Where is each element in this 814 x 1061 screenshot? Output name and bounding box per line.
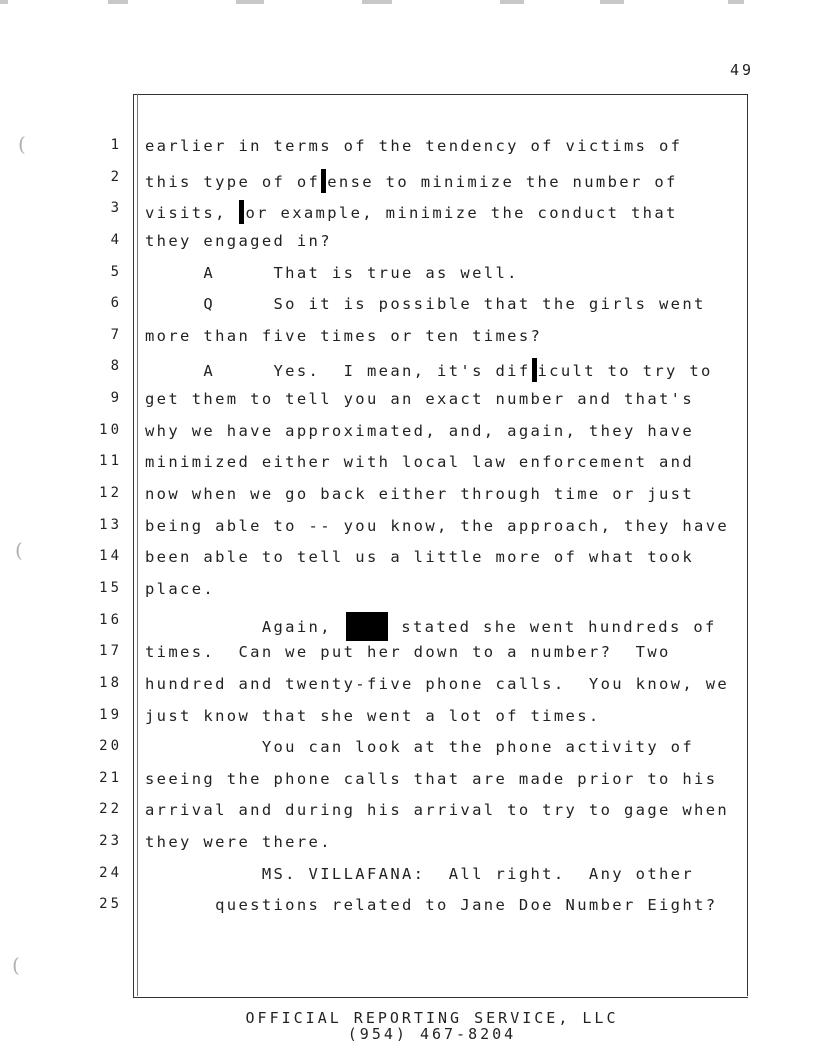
- line-number: 11: [99, 453, 122, 470]
- line-text: place.: [145, 579, 216, 598]
- line-number: 3: [110, 200, 122, 217]
- line-number: 5: [110, 263, 122, 280]
- transcript-line: [0, 638, 814, 670]
- transcript-line: [0, 322, 814, 354]
- transcript-lines: [0, 132, 814, 923]
- top-scan-marks: [0, 0, 814, 8]
- line-number: 18: [99, 674, 122, 691]
- line-text: they were there.: [145, 833, 332, 852]
- transcript-line: [0, 259, 814, 291]
- footer-company: OFFICIAL REPORTING SERVICE, LLC: [245, 1009, 619, 1027]
- line-text: been able to tell us a little more of what took: [145, 548, 695, 567]
- line-text: hundred and twenty-five phone calls. You know, we: [145, 674, 730, 693]
- line-number: 14: [99, 548, 122, 565]
- line-text: questions related to Jane Doe Number Eight?: [145, 896, 718, 915]
- line-text: being able to -- you know, the approach, they have: [145, 516, 730, 535]
- transcript-line: [0, 733, 814, 765]
- line-text: Q So it is possible that the girls went: [145, 295, 706, 314]
- line-text: now when we go back either through time or just: [145, 485, 695, 504]
- transcript-line: [0, 860, 814, 892]
- transcript-line: [0, 353, 814, 385]
- footer: [0, 1010, 814, 1042]
- binding-hole-mark: (: [12, 953, 20, 977]
- transcript-line: [0, 132, 814, 164]
- line-text-segment: A Yes. I mean, it's dif: [145, 362, 531, 381]
- line-text: You can look at the phone activity of: [145, 738, 695, 757]
- binding-hole-mark: (: [15, 538, 23, 562]
- transcript-line: [0, 607, 814, 639]
- line-text-segment: this type of of: [145, 172, 321, 191]
- line-number: 17: [99, 643, 122, 660]
- transcript-line: [0, 290, 814, 322]
- line-text: A That is true as well.: [145, 263, 519, 282]
- line-text: arrival and during his arrival to try to gage when: [145, 801, 730, 820]
- line-number: 9: [110, 390, 122, 407]
- line-text-segment: ense to minimize the number of: [327, 172, 678, 191]
- page-number: 49: [730, 61, 755, 79]
- line-text-segment: or example, minimize the conduct that: [245, 204, 678, 223]
- transcript-line: [0, 448, 814, 480]
- redaction-bar: [239, 200, 244, 224]
- transcript-line: [0, 480, 814, 512]
- line-text: get them to tell you an exact number and that's: [145, 390, 695, 409]
- line-text: seeing the phone calls that are made prior to his: [145, 769, 718, 788]
- line-number: 21: [99, 769, 122, 786]
- line-number: 19: [99, 706, 122, 723]
- transcript-line: [0, 575, 814, 607]
- transcript-line: [0, 828, 814, 860]
- redaction-bar: [532, 358, 537, 382]
- line-number: 7: [110, 326, 122, 343]
- line-number: 15: [99, 579, 122, 596]
- transcript-line: [0, 796, 814, 828]
- transcript-line: [0, 227, 814, 259]
- line-text: minimized either with local law enforcement and: [145, 453, 695, 472]
- transcript-line: [0, 195, 814, 227]
- line-text: earlier in terms of the tendency of victims of: [145, 137, 683, 155]
- line-number: 25: [99, 896, 122, 913]
- footer-phone: (954) 467-8204: [347, 1025, 517, 1043]
- transcript-line: [0, 765, 814, 797]
- transcript-line: [0, 891, 814, 923]
- line-text: [145, 612, 717, 641]
- line-number: 4: [110, 231, 122, 248]
- line-number: 6: [110, 295, 122, 312]
- line-text: why we have approximated, and, again, they have: [145, 421, 695, 440]
- line-number: 8: [110, 358, 122, 375]
- line-number: 20: [99, 738, 122, 755]
- binding-hole-mark: (: [18, 132, 26, 156]
- line-number: 22: [99, 801, 122, 818]
- line-number: 23: [99, 833, 122, 850]
- line-text: times. Can we put her down to a number? Two: [145, 643, 671, 662]
- line-text: they engaged in?: [145, 231, 332, 250]
- line-number: 13: [99, 516, 122, 533]
- transcript-line: [0, 417, 814, 449]
- transcript-line: [0, 543, 814, 575]
- transcript-line: [0, 702, 814, 734]
- line-number: 16: [99, 611, 122, 628]
- redaction-bar: [321, 169, 326, 193]
- line-number: 12: [99, 485, 122, 502]
- line-text-segment: stated she went hundreds of: [389, 617, 717, 636]
- redaction-box: [346, 612, 388, 641]
- line-text-segment: visits,: [145, 204, 239, 223]
- transcript-line: [0, 385, 814, 417]
- line-text-segment: Again,: [145, 617, 344, 636]
- line-text: more than five times or ten times?: [145, 326, 543, 345]
- line-text: [145, 169, 678, 193]
- line-text: [145, 200, 678, 224]
- line-number: 10: [99, 421, 122, 438]
- transcript-line: [0, 512, 814, 544]
- line-text-segment: icult to try to: [537, 362, 713, 381]
- line-number: 1: [110, 137, 122, 153]
- transcript-line: [0, 164, 814, 196]
- line-text: MS. VILLAFANA: All right. Any other: [145, 864, 695, 883]
- line-text: just know that she went a lot of times.: [145, 706, 601, 725]
- line-number: 24: [99, 864, 122, 881]
- transcript-line: [0, 670, 814, 702]
- line-text: [145, 358, 713, 382]
- line-number: 2: [110, 168, 122, 185]
